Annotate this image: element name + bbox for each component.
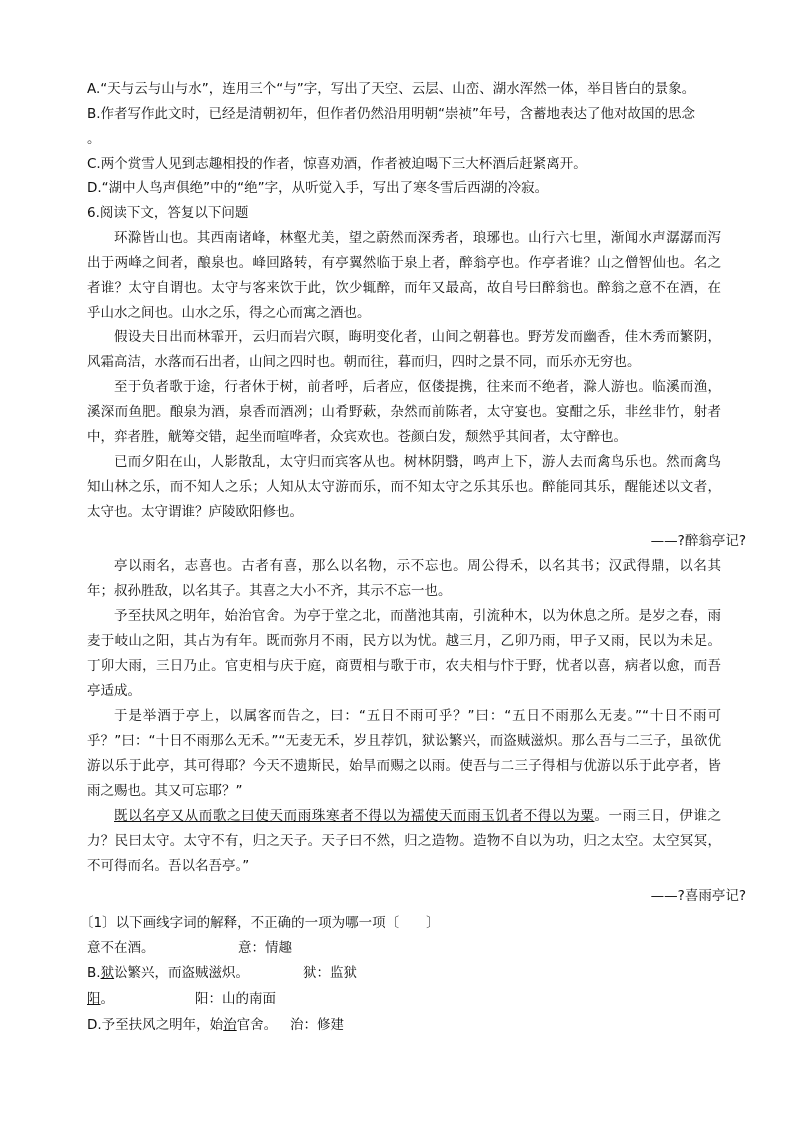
q1-option-b-gloss: 狱：监狱: [303, 965, 357, 981]
q1-option-c: [87, 989, 187, 1011]
passage2-source: ——?喜雨亭记?: [650, 888, 746, 904]
passage2-last-paragraph: [87, 804, 721, 879]
q5-option-a: A.“天与云与山与水”，连用三个“与”字，写出了天空、云层、山峦、湖水浑然一体，举目皆白的景象。: [87, 81, 696, 97]
q1-option-d: [87, 1015, 312, 1037]
q1-option-a-text: 意不在酒。: [87, 940, 155, 956]
q1-option-b-text: 讼繁兴，而盗贼滋炽。: [114, 965, 250, 981]
passage2-paragraph: 亭以雨名，志喜也。古者有喜，那么以名物，示不忘也。周公得禾，以名其书；汉武得鼎，以名其年；叔孙胜敌，以名其子。其喜之大小不齐，其示不忘一也。: [87, 558, 721, 599]
passage1-paragraph: 假设夫日出而林霏开，云归而岩穴暝，晦明变化者，山间之朝暮也。野芳发而幽香，佳木秀而繁阴，风霜高洁，水落而石出者，山间之四时也。朝而往，暮而归，四时之景不同，而乐亦无穷也。: [87, 329, 721, 370]
q1-option-b-word: 狱: [100, 965, 115, 981]
underlined-sentence: 既以名亭又从而歌之曰使天而雨珠寒者不得以为襦使天而雨玉饥者不得以为粟: [114, 808, 595, 824]
q5-option-b-continued: 。: [87, 131, 101, 147]
q5-option-d: D.“湖中人鸟声俱绝”中的“绝”字，从听觉入手，写出了寒冬雪后西湖的冷寂。: [87, 180, 549, 196]
q1-option-d-word: 治: [223, 1017, 237, 1033]
q1-option-b: [87, 963, 297, 985]
q1-option-d-gloss: 治：修建: [290, 1017, 344, 1033]
q1-option-c-text: 。: [100, 991, 114, 1007]
passage2-paragraph: 予至扶风之明年，始治官舍。为亭于堂之北，而凿池其南，引流种木，以为休息之所。是岁之春，雨麦于岐山之阳，其占为有年。既而弥月不雨，民方以为忧。越三月，乙卯乃雨，甲子又雨，民以为未足。丁卯大雨，三日乃止。官吏相与庆于庭，商贾相与歌于市，农夫相与忭于野，忧者以喜，病者以愈，而吾亭适成。: [87, 608, 721, 699]
q1-option-d-text: 官舍。: [236, 1017, 278, 1033]
q5-option-b: B.作者写作此文时，已经是清朝初年，但作者仍然沿用明朝“崇祯”年号，含蓄地表达了他对故国的思念: [87, 106, 696, 122]
passage1-paragraph: 至于负者歌于途，行者休于树，前者呼，后者应，伛偻提携，往来而不绝者，滁人游也。临溪而渔，溪深而鱼肥。酿泉为酒，泉香而酒冽；山肴野蔌，杂然而前陈者，太守宴也。宴酣之乐，非丝非竹，射者中，弈者胜，觥筹交错，起坐而喧哗者，众宾欢也。苍颜白发，颓然乎其间者，太守醉也。: [87, 379, 721, 445]
q1-option-b-prefix: B.: [87, 965, 101, 981]
passage1-paragraph: 环滁皆山也。其西南诸峰，林壑尤美，望之蔚然而深秀者，琅琊也。山行六七里，渐闻水声潺潺而泻出于两峰之间者，酿泉也。峰回路转，有亭翼然临于泉上者，醉翁亭也。作亭者谁？山之僧智仙也。名之者谁？太守自谓也。太守与客来饮于此，饮少辄醉，而年又最高，故自号曰醉翁也。醉翁之意不在酒，在乎山水之间也。山水之乐，得之心而寓之酒也。: [87, 230, 721, 321]
passage1-paragraph: 已而夕阳在山，人影散乱，太守归而宾客从也。树林阴翳，鸣声上下，游人去而禽鸟乐也。然而禽鸟知山林之乐，而不知人之乐；人知从太守游而乐，而不知太守之乐其乐也。醉能同其乐，醒能述以文者，太守也。太守谓谁？庐陵欧阳修也。: [87, 454, 721, 520]
q6-heading: 6.阅读下文，答复以下问题: [87, 205, 249, 221]
q1-stem: 〔1〕以下画线字词的解释，不正确的一项为哪一项〔 〕: [80, 915, 440, 931]
passage2-paragraph: 于是举酒于亭上，以属客而告之，曰：“五日不雨可乎？”曰：“五日不雨那么无麦。”“十日不雨可乎？”曰：“十日不雨那么无禾。”“无麦无禾，岁且荐饥，狱讼繁兴，而盗贼滋炽。那么吾与二三子，虽欲优游以乐于此亭，其可得耶？今天不遗斯民，始旱而赐之以雨。使吾与二三子得相与优游以乐于此亭者，皆雨之赐也。其又可忘耶？”: [87, 708, 721, 799]
q5-option-c: C.两个赏雪人见到志趣相投的作者，惊喜劝酒，作者被迫喝下三大杯酒后赶紧离开。: [87, 156, 587, 172]
passage2-last-rest: 。一雨三日，伊谁之力？民曰太守。太守不有，归之天子。天子曰不然，归之造物。造物不自以为功，归之太空。太空冥冥，不可得而名。吾以名吾亭。”: [87, 808, 722, 874]
q1-option-d-prefix: D.予至扶风之明年，始: [87, 1017, 224, 1033]
q1-option-c-gloss: 阳：山的南面: [195, 991, 276, 1007]
q1-option-a-gloss: 意：情趣: [238, 940, 292, 956]
passage1-source: ——?醉翁亭记?: [650, 533, 746, 549]
q1-option-c-word: 阳: [87, 991, 101, 1007]
